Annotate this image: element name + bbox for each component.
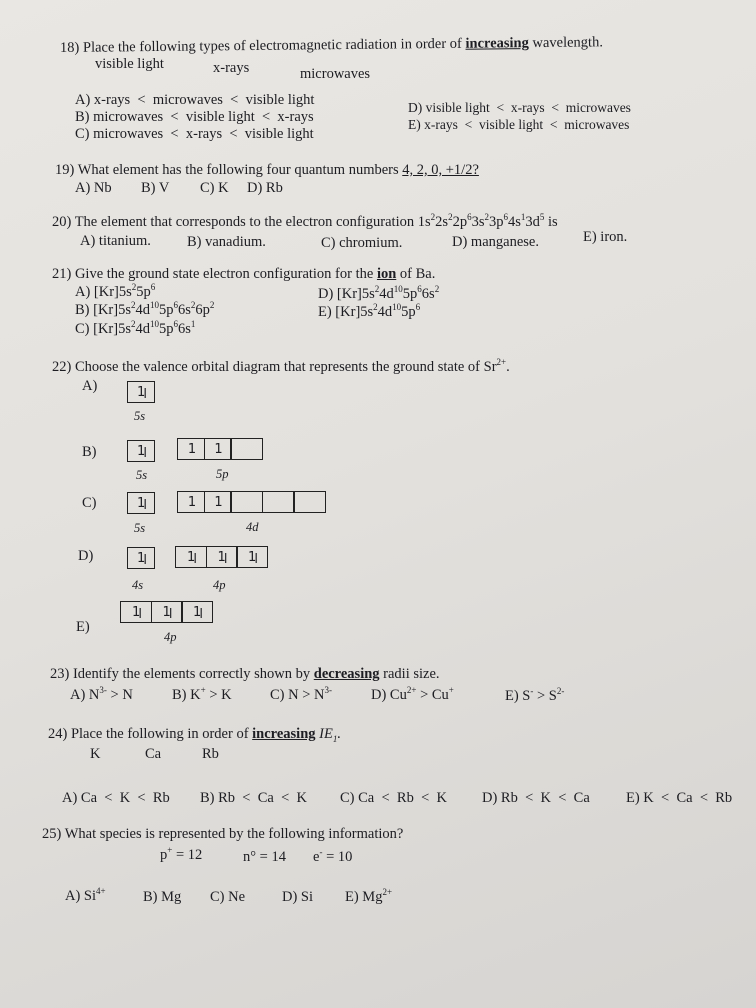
q25-option-a[interactable]: A) $Si^{4+}$ xyxy=(65,886,106,904)
q20-option-a[interactable]: A) titanium. xyxy=(80,233,151,249)
q18-option-a[interactable]: A) x-rays < microwaves < visible light xyxy=(75,92,315,108)
q18-item-visible-light: visible light xyxy=(95,56,164,72)
orbital-box-paired: 1 l xyxy=(127,547,155,569)
q25-option-d[interactable]: D) Si xyxy=(282,889,314,905)
q22-diagram-d-4s[interactable] xyxy=(127,547,155,569)
q25-option-e[interactable]: E) $Mg^{2+}$ xyxy=(345,887,393,905)
q21-option-c[interactable]: C) $[Kr]5s^24d^{10}5p^66s^1$ xyxy=(75,319,196,337)
q22-option-b-letter[interactable]: B) xyxy=(82,444,97,460)
q23-option-e[interactable]: E) $S^- > S^{2-}$ xyxy=(505,686,565,704)
q23-stem-end: radii size. xyxy=(383,666,440,682)
q23-option-c[interactable]: C) $N > N^{3-}$ xyxy=(270,685,332,703)
q22-option-d-letter[interactable]: D) xyxy=(78,548,94,564)
q19-option-b[interactable]: B) V xyxy=(141,180,170,196)
q18-stem-end: wavelength. xyxy=(532,34,604,52)
q18-stem-text: Place the following types of electromagnetic radiation in order of xyxy=(82,35,462,56)
q22-b-5s-label: 5s xyxy=(136,468,148,482)
q22-diagram-b-5s[interactable] xyxy=(127,440,155,462)
q24-stem-text: 24) Place the following in order of xyxy=(48,726,249,742)
q24-ie1: $IE_1$. xyxy=(319,726,341,744)
q18-option-b[interactable]: B) microwaves < visible light < x-rays xyxy=(75,109,314,125)
q24-option-e[interactable]: E) K < Ca < Rb xyxy=(626,790,733,806)
q22-d-4p-label: 4p xyxy=(213,578,226,592)
q18-item-microwaves: microwaves xyxy=(300,66,371,82)
q24-option-a[interactable]: A) Ca < K < Rb xyxy=(62,790,170,806)
q20-is: is xyxy=(548,214,558,230)
q19-stem-text: 19) What element has the following four quantum numbers xyxy=(55,162,399,178)
q22-period: . xyxy=(506,359,510,375)
q21-option-b[interactable]: B) $[Kr]5s^24d^{10}5p^66s^26p^2$ xyxy=(75,300,215,318)
q22-option-e-letter[interactable]: E) xyxy=(76,619,90,635)
q24-item-ca: Ca xyxy=(145,746,162,762)
q20-option-d[interactable]: D) manganese. xyxy=(452,234,539,250)
q18-option-c[interactable]: C) microwaves < x-rays < visible light xyxy=(75,126,314,142)
q24-option-d[interactable]: D) Rb < K < Ca xyxy=(482,790,590,806)
q22-c-5s-label: 5s xyxy=(134,521,146,535)
q18-option-e[interactable]: E) x-rays < visible light < microwaves xyxy=(408,117,630,132)
q25-electrons: e- = 10 xyxy=(313,847,353,865)
q22-d-4s-label: 4s xyxy=(132,578,144,592)
q24-stem xyxy=(48,726,341,742)
q20-stem xyxy=(52,214,558,230)
q24-emphasis: increasing xyxy=(252,726,316,742)
q21-stem xyxy=(52,266,435,282)
q18-emphasis: increasing xyxy=(465,35,529,52)
q20-option-c[interactable]: C) chromium. xyxy=(321,235,403,251)
orbital-box-up: 1 xyxy=(177,491,205,513)
q18-stem xyxy=(60,34,603,56)
q23-stem xyxy=(50,666,440,682)
q22-b-5p-label: 5p xyxy=(216,467,229,481)
orbital-box-up: 1 xyxy=(204,491,232,513)
q24-option-c[interactable]: C) Ca < Rb < K xyxy=(340,790,447,806)
orbital-box-up: 1 xyxy=(177,438,205,460)
orbital-box-paired: 1 l xyxy=(127,381,155,403)
q19-quantum-numbers: 4, 2, 0, +1/2? xyxy=(402,162,479,178)
q23-option-d[interactable]: D) $Cu^{2+} > Cu^+$ xyxy=(371,685,454,703)
orbital-box-empty xyxy=(293,491,326,513)
q19-option-d[interactable]: D) Rb xyxy=(247,180,283,196)
q22-diagram-d-4p[interactable] xyxy=(175,546,268,568)
q25-option-c[interactable]: C) Ne xyxy=(210,889,246,905)
q22-option-c-letter[interactable]: C) xyxy=(82,495,97,511)
orbital-box-paired: 1 l xyxy=(175,546,207,568)
q22-a-5s-label: 5s xyxy=(134,409,146,423)
orbital-box-up: 1 xyxy=(204,438,232,460)
q25-protons: p+ = 12 xyxy=(160,845,203,863)
q21-stem-text: 21) Give the ground state electron configuration for the xyxy=(52,266,374,282)
q22-c-4d-label: 4d xyxy=(246,520,259,534)
q25-option-b[interactable]: B) Mg xyxy=(143,889,182,905)
q22-option-a-letter[interactable]: A) xyxy=(82,378,98,394)
q22-diagram-b-5p[interactable] xyxy=(177,438,263,460)
orbital-box-paired: 1 l xyxy=(120,601,152,623)
q24-option-b[interactable]: B) Rb < Ca < K xyxy=(200,790,307,806)
q22-diagram-a[interactable] xyxy=(127,381,155,403)
q20-stem-text: 20) The element that corresponds to the electron configuration xyxy=(52,214,415,230)
q22-e-4p-label: 4p xyxy=(164,630,177,644)
q19-option-a[interactable]: A) Nb xyxy=(75,180,112,196)
q25-neutrons: n° = 14 xyxy=(243,849,286,865)
q22-stem xyxy=(52,359,510,375)
q21-emphasis: ion xyxy=(376,266,397,282)
orbital-box-empty xyxy=(262,491,295,513)
q19-option-c[interactable]: C) K xyxy=(200,180,229,196)
q24-item-k: K xyxy=(90,746,101,762)
orbital-box-paired: 1 l xyxy=(127,492,155,514)
q23-option-b[interactable]: B) K+ > K xyxy=(172,685,232,703)
orbital-box-paired: 1 l xyxy=(181,601,213,623)
orbital-box-empty xyxy=(230,438,263,460)
q22-diagram-c-5s[interactable] xyxy=(127,492,155,514)
orbital-box-empty xyxy=(230,491,263,513)
q19-stem xyxy=(55,162,479,178)
q22-stem-text: 22) Choose the valence orbital diagram that represents the ground state of Sr xyxy=(52,359,497,375)
q18-option-d[interactable]: D) visible light < x-rays < microwaves xyxy=(408,100,631,115)
q18-number: 18) xyxy=(59,39,80,56)
q18-item-x-rays: x-rays xyxy=(213,60,250,76)
q21-option-d[interactable]: D) $[Kr]5s^24d^{10}5p^66s^2$ xyxy=(318,284,440,302)
q22-diagram-e-4p[interactable] xyxy=(120,601,213,623)
orbital-box-paired: 1 l xyxy=(206,546,238,568)
orbital-box-paired: 1 l xyxy=(236,546,268,568)
orbital-box-paired: 1 l xyxy=(127,440,155,462)
q24-item-rb: Rb xyxy=(202,746,219,762)
q22-diagram-c-4d[interactable] xyxy=(177,491,326,513)
q21-option-a[interactable]: A) $[Kr]5s^25p^6$ xyxy=(75,282,156,300)
q23-option-a[interactable]: A) $N^{3-} > N$ xyxy=(70,685,133,703)
q20-option-b[interactable]: B) vanadium. xyxy=(187,234,266,250)
orbital-box-paired: 1 l xyxy=(151,601,183,623)
q20-option-e[interactable]: E) iron. xyxy=(583,229,628,245)
q23-emphasis: decreasing xyxy=(313,666,380,682)
q23-stem-text: 23) Identify the elements correctly shown by xyxy=(50,666,311,682)
q21-stem-end: of Ba. xyxy=(399,266,436,282)
q22-charge: 2+ xyxy=(496,357,507,368)
q21-option-e[interactable]: E) $[Kr]5s^24d^{10}5p^6$ xyxy=(318,302,421,320)
q20-config: $1s^22s^22p^63s^23p^64s^13d^5$ xyxy=(417,212,545,230)
q25-stem: 25) What species is represented by the following information? xyxy=(42,826,404,842)
